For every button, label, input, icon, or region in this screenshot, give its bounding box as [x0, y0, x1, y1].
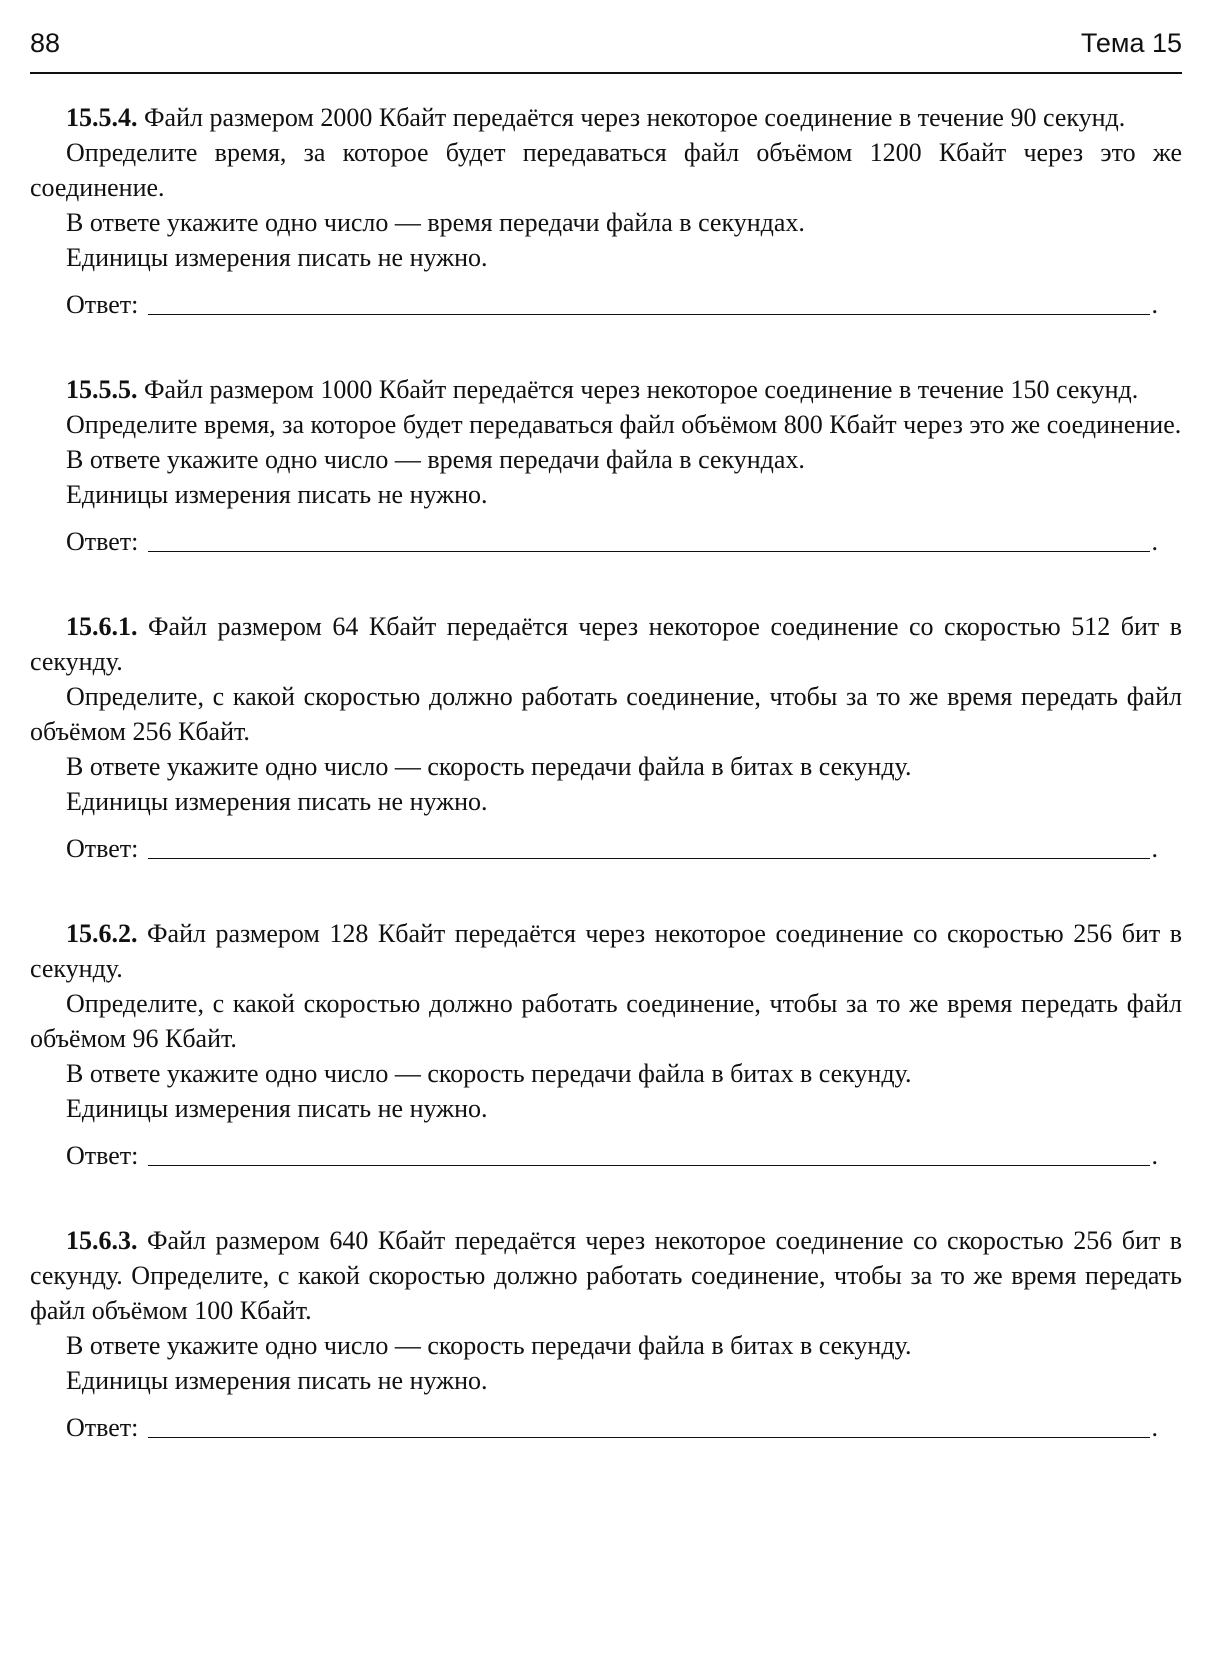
problem-question: Определите время, за которое будет передаваться файл объёмом 800 Кбайт через это же соединение.: [66, 410, 1182, 439]
answer-label: Ответ:: [66, 290, 139, 319]
problem-number: 15.5.5.: [66, 375, 138, 404]
problem-number: 15.6.2.: [66, 919, 138, 948]
problem-statement-text: Файл размером 2000 Кбайт передаётся через некоторое соединение в течение 90 секунд.: [144, 103, 1126, 132]
problem-question: Определите, с какой скоростью должно работать соединение, чтобы за то же время передать файл объёмом 96 Кбайт.: [30, 989, 1182, 1053]
answer-label: Ответ:: [66, 527, 139, 556]
problem-instruction: В ответе укажите одно число — скорость передачи файла в битах в секунду.: [66, 752, 912, 781]
problem-statement: [30, 609, 1182, 679]
answer-period: .: [1151, 834, 1158, 863]
problem-units-note: Единицы измерения писать не нужно.: [66, 1366, 488, 1395]
problem-statement: [30, 100, 1182, 135]
answer-row: [30, 287, 1158, 322]
answer-line[interactable]: [148, 832, 1149, 859]
answer-period: .: [1151, 1141, 1158, 1170]
problem-15-6-1: [30, 609, 1182, 866]
problem-number: 15.6.3.: [66, 1226, 138, 1255]
answer-line[interactable]: [148, 288, 1149, 315]
problem-units-note: Единицы измерения писать не нужно.: [66, 480, 488, 509]
problem-list: [30, 100, 1182, 1445]
answer-period: .: [1151, 527, 1158, 556]
answer-line[interactable]: [148, 525, 1149, 552]
page-header: [30, 20, 1182, 74]
answer-row: [30, 831, 1158, 866]
answer-label: Ответ:: [66, 1141, 139, 1170]
problem-number: 15.5.4.: [66, 103, 138, 132]
problem-question: Определите время, за которое будет передаваться файл объёмом 1200 Кбайт через это же соединение.: [30, 138, 1182, 202]
problem-statement-text: Файл размером 640 Кбайт передаётся через некоторое соединение со скоростью 256 бит в секунду. Определите, с какой скоростью должно работать соединение, чтобы за то же время передать файл объёмом 100 Кбайт.: [30, 1226, 1183, 1325]
answer-label: Ответ:: [66, 834, 139, 863]
answer-period: .: [1151, 290, 1158, 319]
problem-instruction: В ответе укажите одно число — время передачи файла в секундах.: [66, 445, 805, 474]
page-topic: Тема 15: [1080, 28, 1182, 58]
answer-line[interactable]: [148, 1411, 1149, 1438]
problem-statement-text: Файл размером 128 Кбайт передаётся через некоторое соединение со скоростью 256 бит в секунду.: [30, 919, 1183, 983]
problem-number: 15.6.1.: [66, 612, 138, 641]
problem-statement: [30, 372, 1182, 407]
problem-instruction: В ответе укажите одно число — скорость передачи файла в битах в секунду.: [66, 1059, 912, 1088]
problem-instruction: В ответе укажите одно число — время передачи файла в секундах.: [66, 208, 805, 237]
answer-period: .: [1151, 1413, 1158, 1442]
problem-statement: [30, 916, 1182, 986]
problem-units-note: Единицы измерения писать не нужно.: [66, 787, 488, 816]
problem-15-5-5: [30, 372, 1182, 559]
problem-question: Определите, с какой скоростью должно работать соединение, чтобы за то же время передать файл объёмом 256 Кбайт.: [30, 682, 1182, 746]
problem-statement-text: Файл размером 1000 Кбайт передаётся через некоторое соединение в течение 150 секунд.: [144, 375, 1139, 404]
answer-label: Ответ:: [66, 1413, 139, 1442]
problem-15-5-4: [30, 100, 1182, 322]
problem-15-6-3: [30, 1223, 1182, 1445]
answer-row: [30, 524, 1158, 559]
problem-units-note: Единицы измерения писать не нужно.: [66, 1094, 488, 1123]
problem-15-6-2: [30, 916, 1182, 1173]
answer-line[interactable]: [148, 1139, 1149, 1166]
problem-instruction: В ответе укажите одно число — скорость передачи файла в битах в секунду.: [66, 1331, 912, 1360]
page-number: 88: [30, 28, 61, 58]
answer-row: [30, 1138, 1158, 1173]
problem-units-note: Единицы измерения писать не нужно.: [66, 243, 488, 272]
problem-statement: [30, 1223, 1182, 1328]
problem-statement-text: Файл размером 64 Кбайт передаётся через некоторое соединение со скоростью 512 бит в секунду.: [30, 612, 1183, 676]
answer-row: [30, 1410, 1158, 1445]
